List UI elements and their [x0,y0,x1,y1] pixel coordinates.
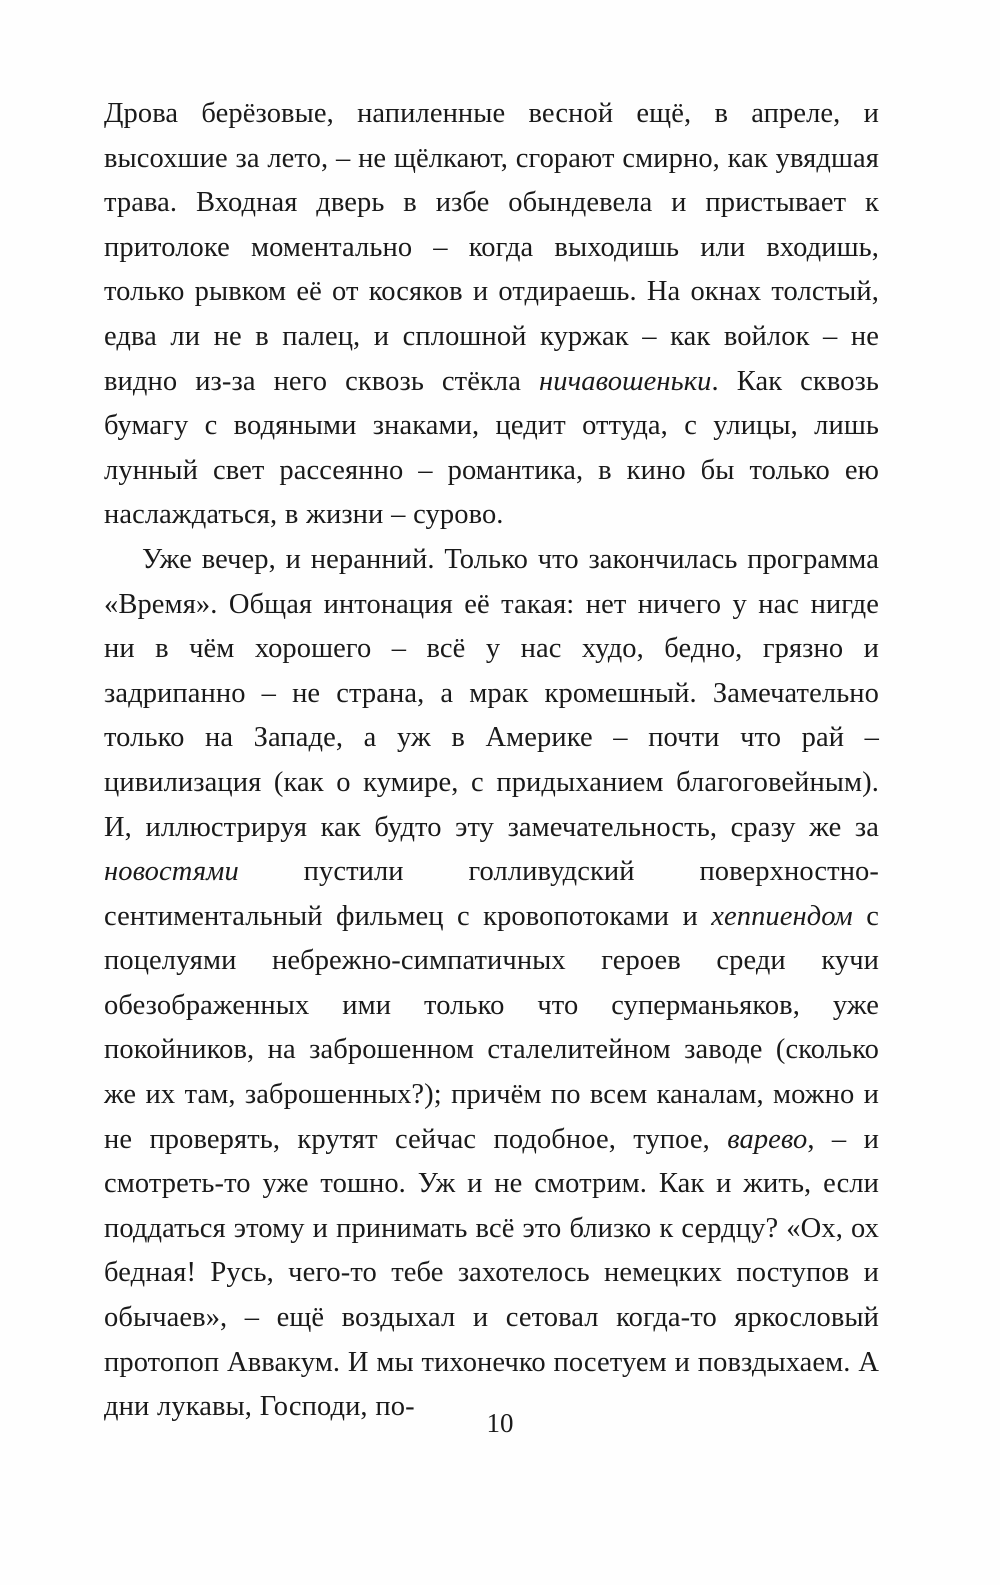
emphasis-text: варево [727,1123,808,1155]
emphasis-text: новостями [104,856,239,888]
emphasis-text: ничавошеньки [538,365,712,397]
page-number: 10 [486,1408,514,1438]
body-text [104,92,879,1430]
emphasis-text: хеппиендом [711,900,853,932]
paragraph-2: Уже вечер, и неранний. Только что закончилась программа «Время». Общая интонация её такая: нет ничего у нас нигде ни в чём хорошего – всё у нас худо, бедно, грязно и задрипанно – не страна, а мрак кромешный. Замечательно только на Западе, а уж в Америке – почти что рай – цивилизация (как о кумире, с придыханием благоговейным). И, иллюстрируя как будто эту замечательность, сразу же за новостями пустили голливудский поверхностно-сентиментальный фильмец с кровопотоками и хеппиендом с поцелуями небрежно-симпатичных героев среди кучи обезображенных ими только что суперманьяков, уже покойников, на заброшенном сталелитейном заводе (сколько же их там, заброшенных?); причём по всем каналам, можно и не проверять, крутят сейчас подобное, тупое, варево, – и смотреть-то уже тошно. Уж и не смотрим. Как и жить, если поддаться этому и принимать всё это близко к сердцу? «Ох, ох бедная! Русь, чего-то тебе захотелось немецких поступов и обычаев», – ещё воздыхал и сетовал когда-то яркословый протопоп Аввакум. И мы тихонечко посетуем и повздыхаем. А дни лукавы, Господи, по- [104,543,879,1423]
paragraph-1: Дрова берёзовые, напиленные весной ещё, в апреле, и высохшие за лето, – не щёлкают, сгорают смирно, как увядшая трава. Входная дверь в избе обындевела и пристывает к притолоке моментально – когда выходишь или входишь, только рывком её от косяков и отдираешь. На окнах толстый, едва ли не в палец, и сплошной куржак – как войлок – не видно из-за него сквозь стёкла ничавошеньки. Как сквозь бумагу с водяными знаками, цедит оттуда, с улицы, лишь лунный свет рассеянно – романтика, в кино бы только ею наслаждаться, в жизни – сурово. [104,98,880,531]
